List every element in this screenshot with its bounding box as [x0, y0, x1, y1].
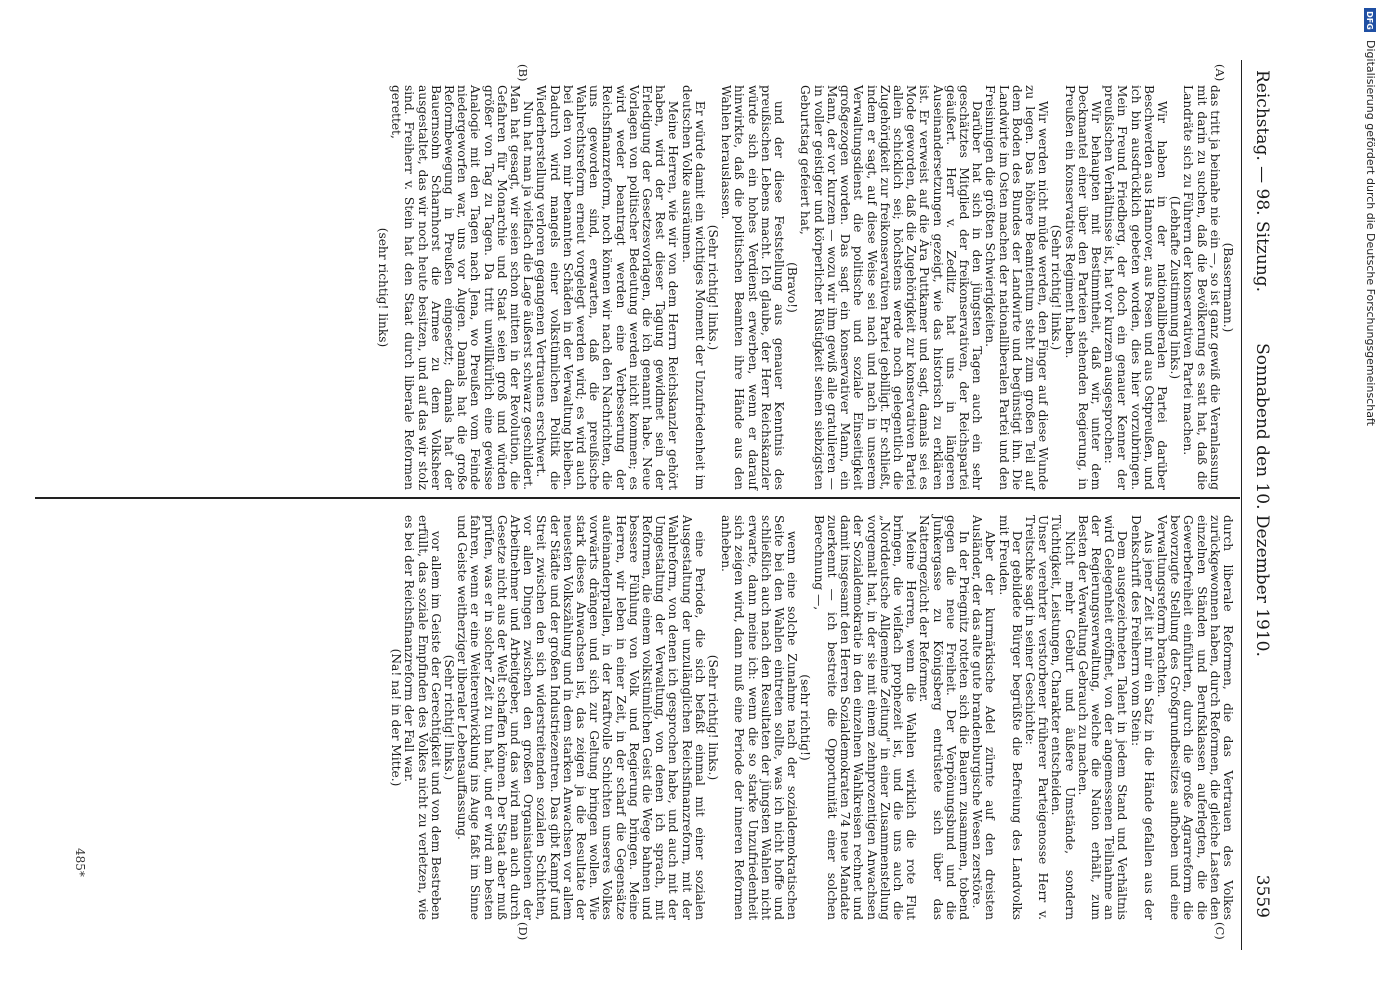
- header-left: Reichstag. — 98. Sitzung.: [1252, 70, 1272, 293]
- page-header: [1246, 20, 1272, 980]
- margin-mark-b: (B): [516, 64, 530, 82]
- header-date: Sonnabend den 10. Dezember 1910.: [1252, 343, 1272, 657]
- right-column: [389, 515, 1234, 920]
- paragraph: (sehr richtig! links): [376, 227, 390, 348]
- paragraph: vor allem im Geiste der Gerechtigkeit und von dem Bestreben erfüllt, das soziale Empfinden des Volkes nicht zu verletzen, wie es bei der Reichsfinanzreform der Fall war.: [402, 515, 443, 920]
- paragraph: In der Priegnitz rotteten sich die Bauern zusammen, tobend gegen die neue Freiheit. Der Verpönungsbund und die Junkergasse zu Königsberg entrüstete sich über das Natterngezücht der Reformer.: [917, 515, 971, 920]
- paragraph: Wir behaupten mit Bestimmtheit, daß wir, unter dem Deckmantel einer über den Parteien stehenden Regierung, in Preußen ein konservatives Regiment haben.: [1062, 85, 1103, 490]
- credit-text: Digitalisierung gefördert durch die Deutsche Forschungsgemeinschaft: [1364, 40, 1377, 426]
- paragraph: Meine Herren, wenn die Wahlen wirklich die rote Flut bringen, die vielfach prophezeit ist, und die uns auch die „Norddeutsche Allgemeine Zeitung" in einer Zusammenstellung vorgemalt hat, in der sie mit einem zehnprozentigen Anwachsen der Sozialdemokratie in den einzelnen Wahlkreisen rechnet und damit insgesamt den Herren Sozialdemokraten 74 neue Mandate zuerkennt — ich bestreite die Opportunität einer solchen Berechnung —,: [811, 515, 919, 920]
- paragraph: (Sehr richtig! links.): [442, 654, 457, 781]
- margin-mark-c: (C): [1213, 922, 1227, 940]
- paragraph: Der gebildete Bürger begrüßte die Befreiung des Landvolks mit Freuden.: [996, 515, 1024, 920]
- footer-note: 485*: [73, 848, 87, 877]
- header-rule: [1241, 60, 1242, 950]
- paragraph: Darüber hat sich in den jüngsten Tagen auch ein sehr geschätztes Mitglied der freikonservativen, der Reichspartei geäußert. Herr v. Zedlitz hat uns in längeren Auseinandersetzungen gezeigt, wie das historisch zu erklären ist. Er verweist auf die Ära Puttkamer und sagt, damals sei es Mode geworden, daß die Zugehörigkeit zur konservativen Partei allein schicklich sei; höchstens werde noch gelegentlich die Zugehörigkeit zur freikonservativen Partei gebilligt. Er schließt, indem er sagt, auf diese Weise sei nach und nach in unserem Verwaltungsdienst die politische und soziale Einseitigkeit großgezogen worden. Das sagt ein konservativer Mann, ein Mann, der vor kurzem — wozu wir ihm gewiß alle gratulieren — in voller geistiger und körperlicher Rüstigkeit seinen siebzigsten Geburtstag gefeiert hat,: [798, 85, 985, 490]
- paragraph: Aus jener Zeit ist mir ein Satz in die Hände gefallen aus der Denkschrift des Freiherrn vom Stein:: [1128, 515, 1156, 920]
- paragraph: (Sehr richtig! links.): [706, 654, 721, 781]
- paragraph: (sehr richtig!): [798, 674, 813, 761]
- paragraph: Wir haben in der nationalliberalen Partei darüber Beschwerden aus Hannover, aus Posen und aus Ostpreußen, und ich bin ausdrücklich gebeten worden, dies hier vorzubringen. Mein Freund Friedberg, der doch ein genauer Kenner der preußischen Verhältnisse ist, hat vor kurzem ausgesprochen:: [1102, 85, 1169, 490]
- paragraph: (Sehr richtig! links.): [706, 224, 721, 351]
- paragraph: Aber der kurmärkische Adel zürnte auf den dreisten Ausländer, der das alte gute brandenburgische Wesen zerstöre.: [970, 515, 998, 920]
- left-column: [376, 85, 1234, 490]
- paragraph: (Bassermann.): [1221, 242, 1235, 333]
- dfg-logo: DFG: [1364, 8, 1376, 32]
- paragraph: (Lebhafte Zustimmung links.): [1168, 195, 1183, 380]
- margin-mark-d: (D): [516, 922, 530, 941]
- paragraph: durch liberale Reformen, die das Vertrauen des Volkes zurückgewonnen haben, durch Reformen, die gleiche Lasten den einzelnen Ständen und Berufsklassen auferlegten, die die Gewerbefreiheit einführten, durch die große Agrarreform die bevorzugte Stellung des Großgrundbesitzes aufhoben und eine Verwaltungsreform brachten.: [1154, 515, 1235, 920]
- digitization-credit: [1357, 0, 1383, 1000]
- paragraph: Dem ausgezeichneten Talent in jedem Stand und Verhältnis wird Gelegenheit eröffnet, von der angemessenen Teilnahme an der Regierungsverwaltung, welche die Nation erhält, zum Besten der Verwaltung Gebrauch zu machen.: [1075, 515, 1130, 920]
- paragraph: Wir werden nicht müde werden, den Finger auf diese Wunde zu legen. Das höhere Beamtentum steht zum großen Teil auf dem Boden des Bundes der Landwirte und begünstigt ihn. Die Landwirte im Osten machen der nationalliberalen Partei und den Freisinnigen die größten Schwierigkeiten.: [983, 85, 1051, 490]
- paragraph: Nun hat man ja vielfach die Lage äußerst schwarz geschildert. Man hat gesagt, wir seien schon mitten in der Revolution, die Gefahren für Monarchie und Staat seien groß und würden größer von Tag zu Tagen. Da tritt unwillkürlich eine gewisse Analogie mit den Tagen nach Jena, wo Preußen vom Feinde niedergeworfen war, uns vor Augen. Damals hat die große Reformbewegung in Preußen eingesetzt; damals hat der Bauernsohn Scharnhorst die Armee zu dem Volksheer ausgestaltet, das wir noch heute besitzen, und auf das wir stolz sind. Freiherr v. Stein hat den Staat durch liberale Reformen gerettet,: [389, 85, 536, 490]
- paragraph: und der diese Feststellung aus genauer Kenntnis des preußischen Lebens macht. Ich glaube, der Herr Reichskanzler würde sich ein hohes Verdienst erwerben, wenn er darauf hinwirkte, daß die politischen Beamten ihre Hände aus den Wahlen herauslassen.: [719, 85, 787, 490]
- paragraph: Meine Herren, wie wir von dem Herrn Reichskanzler gehört haben, wird der Rest dieser Tagung gewidmet sein der Erledigung der Gesetzesvorlagen, die ich genannt habe. Neue Vorlagen von politischer Bedeutung werden nicht kommen; es wird weder beantragt werden eine Verbesserung der Reichsfinanzreform, noch können wir nach den Nachrichten, die uns geworden sind, erwarten, daß die preußische Wahlrechtsreform erneut vorgelegt werden wird; es wird auch bei den von mir benannten Schäden in der Verwaltung bleiben. Dadurch wird mangels einer volkstümlichen Politik die Wiederherstellung verloren gegangenen Vertrauens erschwert.: [534, 85, 681, 490]
- paragraph: eine Periode, die sich befaßt einmal mit einer sozialen Ausgestaltung der unzulänglichen Reichsfinanzreform, mit der Wahlreform, von denen ich gesprochen habe, und auch mit der Umgestaltung der Verwaltung, von denen ich sprach, mit Reformen, die einem volkstümlichen Geist die Wege bahnen und bessere Fühlung von Volk und Regierung bringen. Meine Herren, wir leben in einer Zeit, in der scharf die Gegensätze aufeinanderprallen, in der kraftvolle Schichten unseres Volkes vorwärts drängen und sich zur Geltung bringen wollen. Wie stark dieses Anwachsen ist, das zeigen ja die Resultate der neuesten Volkszählung und in dem starken Anwachsen vor allem der Städte und der großen Industriezentren. Das gibt Kampf und Streit zwischen den sich widerstreitenden sozialen Schichten, vor allen Dingen zwischen den großen Organisationen der Arbeitnehmer und Arbeitgeber, und das wird man auch durch Gesetze nicht aus der Welt schaffen können. Der Staat aber muß prüfen, was er in solcher Zeit zu tun hat, und er wird am besten fahren, wenn er eine Weiterentwicklung ins Auge faßt im Sinne und Geiste weitherziger liberaler Lebensauffassung.: [455, 515, 707, 920]
- paragraph: (Bravo!): [785, 262, 800, 313]
- paragraph: wenn eine solche Zunahme nach der sozialdemokratischen Seite bei den Wahlen eintreten sollte, was ich nicht hoffe und schließlich auch nach den Resultaten der jüngsten Wahlen nicht erwarte, dann meine ich: wenn die so starke Unzufriedenheit sich zeigen wird, dann muß eine Periode der inneren Reformen anheben.: [719, 515, 800, 920]
- paragraph: (Sehr richtig! links.): [1049, 224, 1064, 351]
- margin-mark-a: (A): [1213, 64, 1227, 82]
- page-number: 3559: [1252, 874, 1272, 918]
- paragraph: (Na! na! in der Mitte.): [389, 648, 404, 787]
- column-divider: [35, 497, 1240, 499]
- paragraph: Er würde damit ein wichtiges Moment der Unzufriedenheit im deutschen Volke ausräumen.: [679, 85, 707, 490]
- paragraph: Nicht mehr Geburt und äußere Umstände, sondern Tüchtigkeit, Leistungen, Charakter entscheiden.: [1049, 515, 1077, 920]
- paragraph: das tritt ja beinahe nie ein —, so ist ganz gewiß die Veranlassung mit darin zu suchen, daß die Bevölkerung es satt hat, daß die Landräte sich zu Führern der konservativen Partei machen.: [1181, 85, 1222, 490]
- paragraph: Unser verehrter verstorbener früherer Parteigenosse Herr v. Treitschke sagt in seiner Geschichte:: [1022, 515, 1051, 920]
